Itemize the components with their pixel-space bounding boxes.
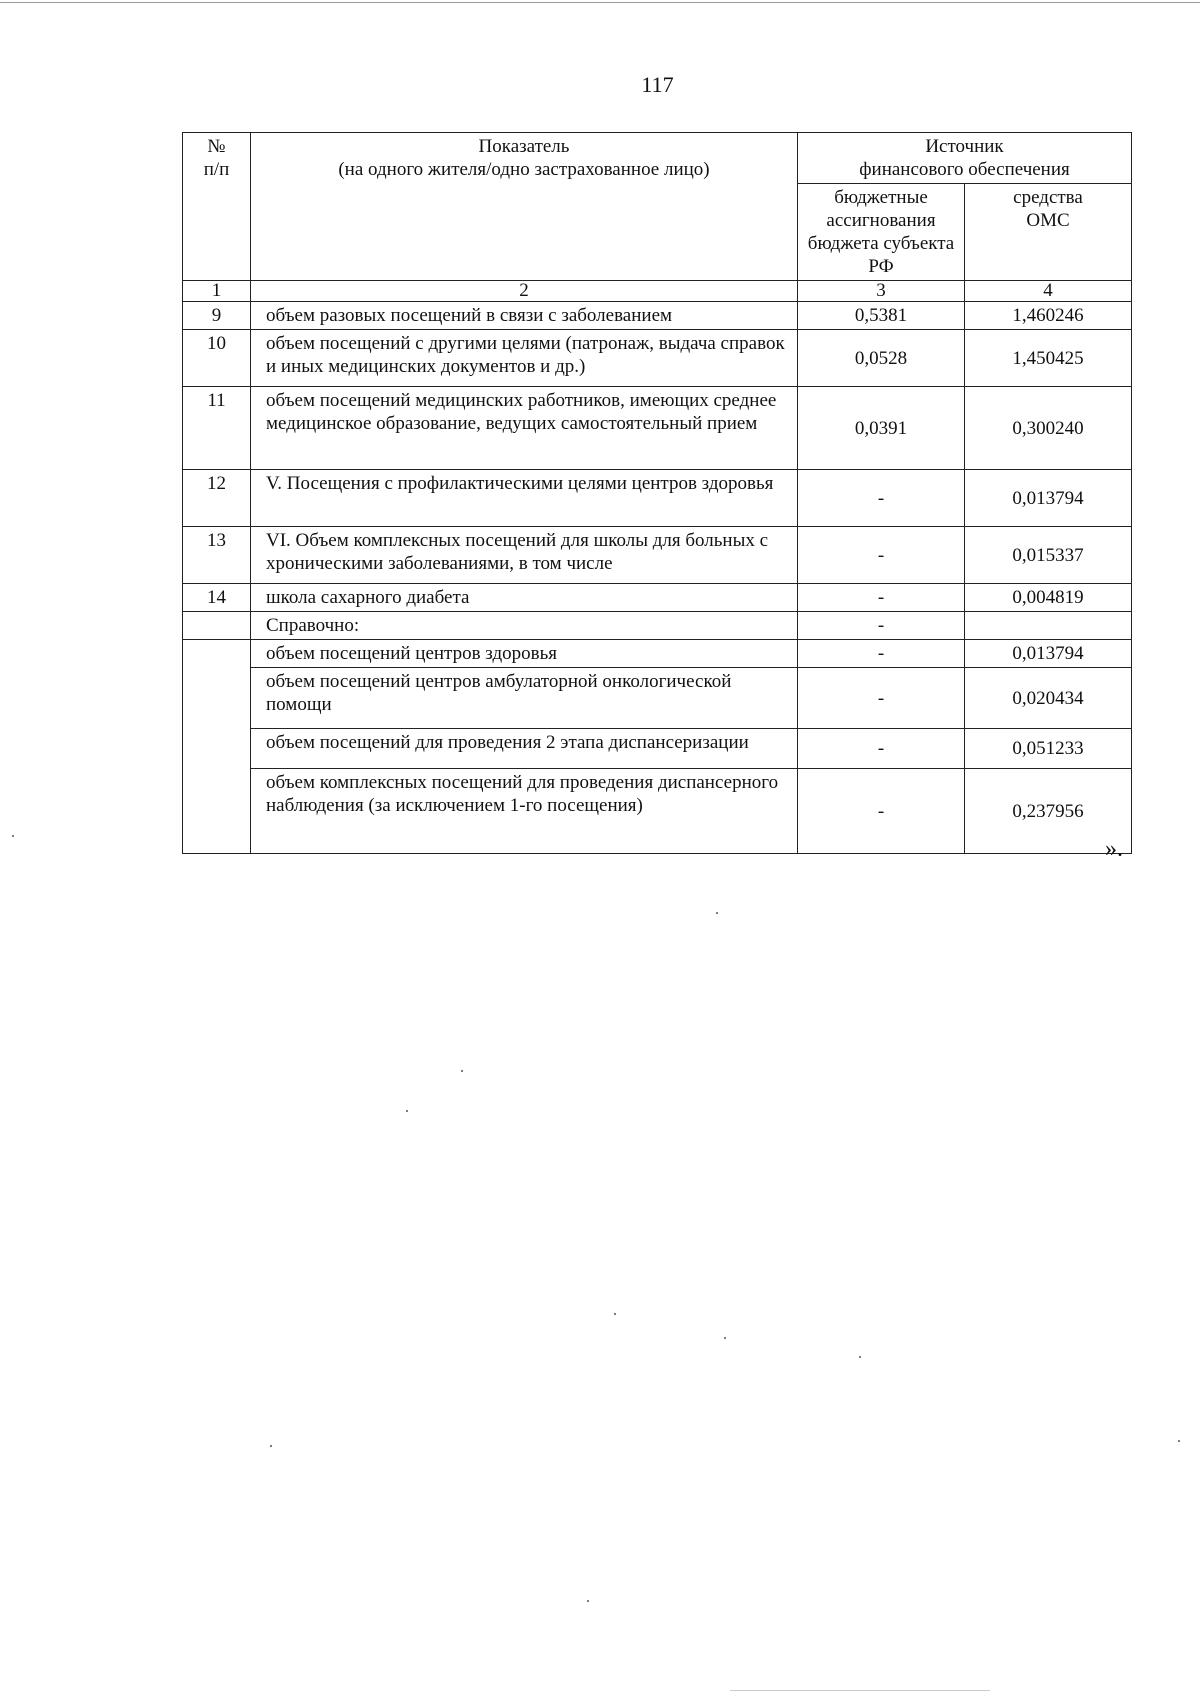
row-oms: 0,300240: [965, 387, 1132, 470]
row-budget: -: [798, 640, 965, 668]
table-row: [183, 769, 1132, 854]
row-oms: 0,013794: [965, 640, 1132, 668]
row-budget: -: [798, 729, 965, 769]
row-text: объем комплексных посещений для проведения диспансерного наблюдения (за исключением 1-го посещения): [251, 769, 798, 854]
row-budget: 0,5381: [798, 302, 965, 330]
row-oms: 0,051233: [965, 729, 1132, 769]
row-oms: 0,015337: [965, 527, 1132, 584]
row-budget: -: [798, 668, 965, 729]
row-oms: 0,013794: [965, 470, 1132, 527]
row-num: 14: [183, 584, 251, 612]
header-budget: бюджетные ассигнования бюджета субъекта РФ: [798, 184, 965, 281]
row-text: объем посещений медицинских работников, имеющих среднее медицинское образование, ведущих самостоятельный прием: [251, 387, 798, 470]
scan-speck: [270, 1445, 272, 1447]
table-row: [183, 729, 1132, 769]
row-text: школа сахарного диабета: [251, 584, 798, 612]
row-budget: 0,0391: [798, 387, 965, 470]
table-row: [183, 640, 1132, 668]
row-budget: -: [798, 470, 965, 527]
table-row: [183, 330, 1132, 387]
row-oms: 1,460246: [965, 302, 1132, 330]
header-source: Источник финансового обеспечения: [798, 133, 1132, 184]
row-text: объем посещений с другими целями (патронаж, выдача справок и иных медицинских документов и др.): [251, 330, 798, 387]
table-header-row: [183, 133, 1132, 184]
closing-quote-mark: ».: [1105, 836, 1123, 862]
row-budget: 0,0528: [798, 330, 965, 387]
scan-speck: [614, 1313, 616, 1315]
scan-speck: [406, 1110, 408, 1112]
row-oms: 1,450425: [965, 330, 1132, 387]
table-row: [183, 387, 1132, 470]
row-oms: 0,020434: [965, 668, 1132, 729]
row-text: объем разовых посещений в связи с заболеванием: [251, 302, 798, 330]
scan-speck: [724, 1337, 726, 1339]
reference-oms-empty: [965, 612, 1132, 640]
page-number: 117: [641, 72, 674, 97]
row-text: объем посещений для проведения 2 этапа диспансеризации: [251, 729, 798, 769]
scan-speck: [1178, 1440, 1180, 1442]
reference-label: Справочно:: [251, 612, 798, 640]
scan-speck: [716, 912, 718, 914]
row-num: 10: [183, 330, 251, 387]
header-oms: средства ОМС: [965, 184, 1132, 281]
row-budget: -: [798, 769, 965, 854]
row-num: 11: [183, 387, 251, 470]
table-row: [183, 584, 1132, 612]
column-number: 2: [251, 281, 798, 302]
column-numbers-row: [183, 281, 1132, 302]
header-indicator: Показатель (на одного жителя/одно застрахованное лицо): [251, 133, 798, 281]
table-row: [183, 527, 1132, 584]
reference-label-row: [183, 612, 1132, 640]
header-num: № п/п: [183, 133, 251, 281]
column-number: 3: [798, 281, 965, 302]
row-budget: -: [798, 527, 965, 584]
scan-speck: [587, 1600, 589, 1602]
row-text: V. Посещения с профилактическими целями центров здоровья: [251, 470, 798, 527]
row-num: 12: [183, 470, 251, 527]
scan-speck: [461, 1070, 463, 1072]
table-row: [183, 470, 1132, 527]
bottom-scan-mark: [730, 1690, 990, 1691]
column-number: 1: [183, 281, 251, 302]
reference-budget: -: [798, 612, 965, 640]
row-num: 9: [183, 302, 251, 330]
row-num: 13: [183, 527, 251, 584]
indicator-table: [182, 132, 1132, 854]
scan-speck: [12, 835, 14, 837]
reference-num-empty: [183, 612, 251, 640]
row-budget: -: [798, 584, 965, 612]
top-scan-edge: [0, 2, 1200, 3]
row-text: объем посещений центров амбулаторной онкологической помощи: [251, 668, 798, 729]
table-row: [183, 302, 1132, 330]
column-number: 4: [965, 281, 1132, 302]
row-oms: 0,237956: [965, 769, 1132, 854]
scan-speck: [859, 1356, 861, 1358]
reference-num-merged: [183, 640, 251, 854]
row-text: VI. Объем комплексных посещений для школы для больных с хроническими заболеваниями, в том числе: [251, 527, 798, 584]
row-text: объем посещений центров здоровья: [251, 640, 798, 668]
table-row: [183, 668, 1132, 729]
row-oms: 0,004819: [965, 584, 1132, 612]
